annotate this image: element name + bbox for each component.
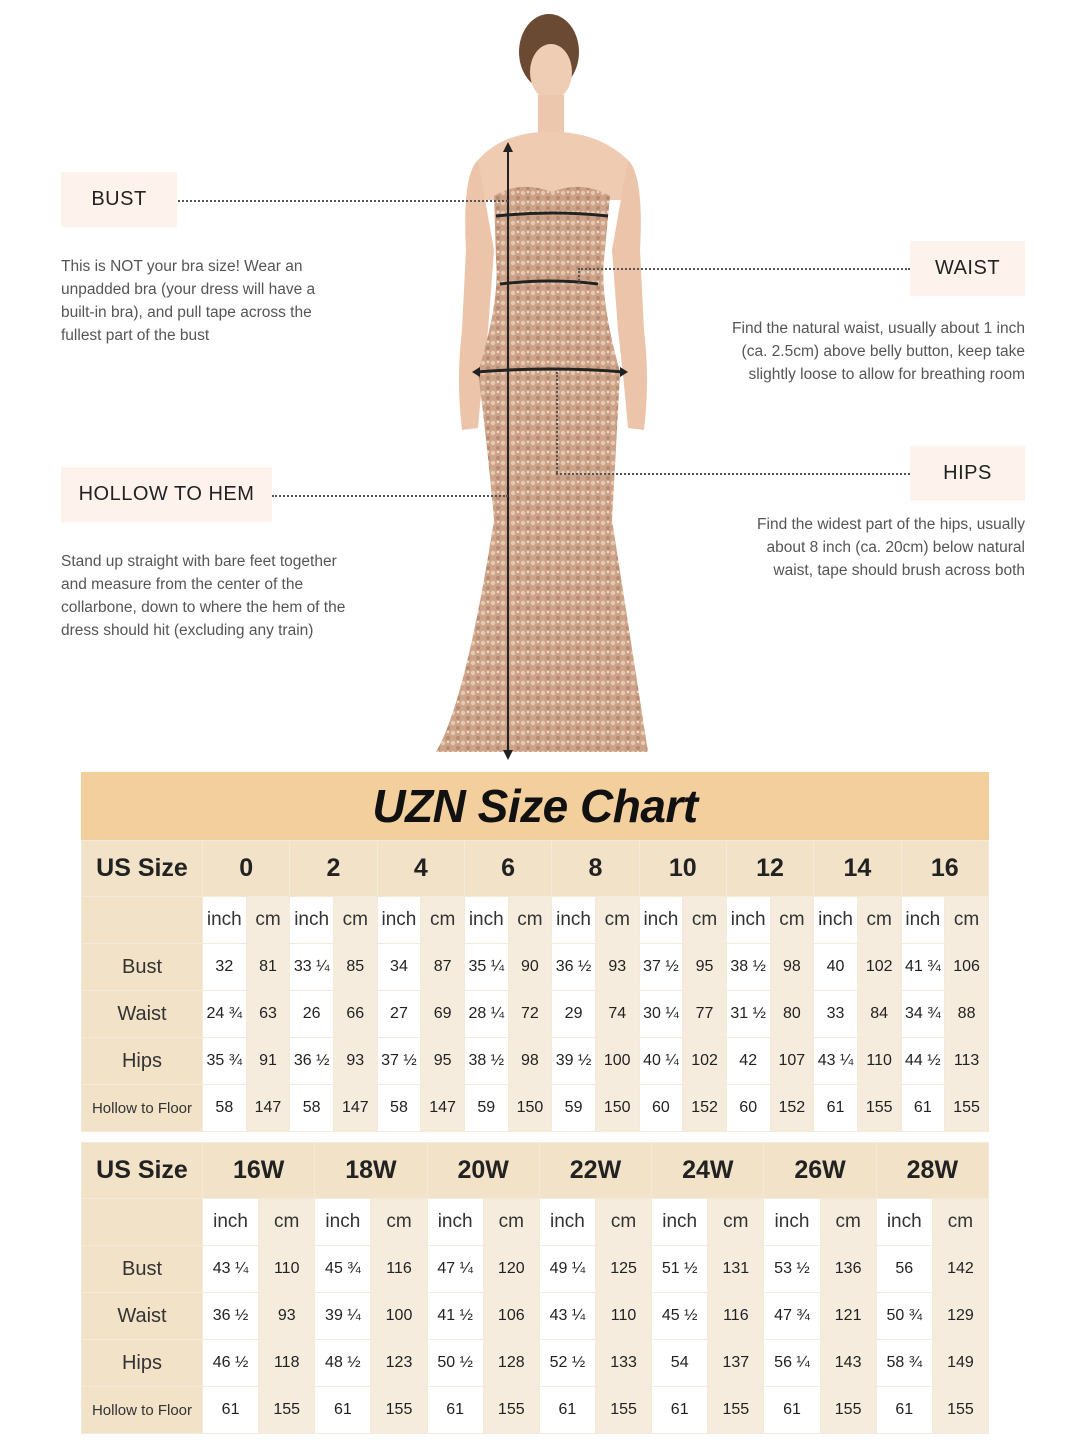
bust-description — [61, 255, 381, 347]
value-cell: 43 ¼ — [814, 1038, 858, 1085]
value-cell: 100 — [371, 1293, 427, 1340]
value-cell: 136 — [820, 1246, 876, 1293]
value-cell: 60 — [726, 1085, 770, 1132]
value-cell: 54 — [652, 1340, 708, 1387]
value-cell: 60 — [639, 1085, 683, 1132]
value-cell: 77 — [683, 991, 727, 1038]
value-cell: 116 — [708, 1293, 764, 1340]
value-cell: 58 ¾ — [876, 1340, 932, 1387]
table-row — [82, 1387, 989, 1434]
unit-inch-cell: inch — [814, 897, 858, 944]
value-cell: 36 ½ — [552, 944, 596, 991]
table-row — [82, 991, 989, 1038]
size-header-cell: 0 — [203, 841, 290, 897]
unit-cm-cell: cm — [421, 897, 465, 944]
value-cell: 106 — [483, 1293, 539, 1340]
value-cell: 147 — [246, 1085, 290, 1132]
waist-description-line: Find the natural waist, usually about 1 inch — [732, 320, 1025, 337]
hollow-description-line: dress should hit (excluding any train) — [61, 622, 314, 639]
value-cell: 33 ¼ — [290, 944, 334, 991]
hips-label: HIPS — [910, 446, 1025, 501]
size-header-cell: 12 — [726, 841, 813, 897]
value-cell: 74 — [595, 991, 639, 1038]
size-chart — [81, 772, 989, 1132]
table-row — [82, 1038, 989, 1085]
unit-row — [82, 897, 989, 944]
value-cell: 59 — [552, 1085, 596, 1132]
value-cell: 155 — [708, 1387, 764, 1434]
size-header-cell: 16 — [901, 841, 989, 897]
value-cell: 44 ½ — [901, 1038, 945, 1085]
value-cell: 52 ½ — [539, 1340, 595, 1387]
waist-description-line: (ca. 2.5cm) above belly button, keep take — [741, 343, 1025, 360]
value-cell: 29 — [552, 991, 596, 1038]
value-cell: 91 — [246, 1038, 290, 1085]
value-cell: 93 — [259, 1293, 315, 1340]
value-cell: 143 — [820, 1340, 876, 1387]
hips-description-line: Find the widest part of the hips, usually — [757, 516, 1025, 533]
model-figure-illustration — [420, 0, 680, 768]
value-cell: 30 ¼ — [639, 991, 683, 1038]
unit-row — [82, 1199, 989, 1246]
bust-description-line: unpadded bra (your dress will have a — [61, 281, 316, 298]
value-cell: 61 — [876, 1387, 932, 1434]
value-cell: 131 — [708, 1246, 764, 1293]
hollow-description-line: collarbone, down to where the hem of the — [61, 599, 346, 616]
value-cell: 155 — [371, 1387, 427, 1434]
unit-cm-cell: cm — [857, 897, 901, 944]
value-cell: 24 ¾ — [203, 991, 247, 1038]
size-header-cell: 28W — [876, 1143, 988, 1199]
unit-cm-cell: cm — [820, 1199, 876, 1246]
value-cell: 93 — [595, 944, 639, 991]
unit-cm-cell: cm — [483, 1199, 539, 1246]
unit-inch-cell: inch — [552, 897, 596, 944]
value-cell: 95 — [421, 1038, 465, 1085]
hips-description-line: about 8 inch (ca. 20cm) below natural — [766, 539, 1025, 556]
table-row — [82, 1293, 989, 1340]
value-cell: 35 ¾ — [203, 1038, 247, 1085]
value-cell: 36 ½ — [203, 1293, 259, 1340]
size-header-row — [82, 841, 989, 897]
value-cell: 100 — [595, 1038, 639, 1085]
row-label: Waist — [82, 991, 203, 1038]
waist-connector — [578, 268, 910, 270]
value-cell: 155 — [259, 1387, 315, 1434]
value-cell: 35 ¼ — [464, 944, 508, 991]
value-cell: 43 ¼ — [539, 1293, 595, 1340]
unit-cm-cell: cm — [371, 1199, 427, 1246]
unit-inch-cell: inch — [652, 1199, 708, 1246]
value-cell: 49 ¼ — [539, 1246, 595, 1293]
value-cell: 61 — [814, 1085, 858, 1132]
size-header-cell: 14 — [814, 841, 901, 897]
waist-connector-vertical — [578, 268, 580, 284]
value-cell: 28 ¼ — [464, 991, 508, 1038]
unit-row-label — [82, 1199, 203, 1246]
value-cell: 72 — [508, 991, 552, 1038]
value-cell: 123 — [371, 1340, 427, 1387]
value-cell: 155 — [483, 1387, 539, 1434]
unit-cm-cell: cm — [932, 1199, 988, 1246]
value-cell: 110 — [857, 1038, 901, 1085]
row-label: Hips — [82, 1038, 203, 1085]
unit-cm-cell: cm — [683, 897, 727, 944]
unit-row-label — [82, 897, 203, 944]
value-cell: 58 — [290, 1085, 334, 1132]
value-cell: 98 — [770, 944, 814, 991]
value-cell: 150 — [508, 1085, 552, 1132]
bust-description-line: This is NOT your bra size! Wear an — [61, 258, 303, 275]
unit-inch-cell: inch — [539, 1199, 595, 1246]
size-header-cell: 8 — [552, 841, 639, 897]
value-cell: 84 — [857, 991, 901, 1038]
waist-label: WAIST — [910, 241, 1025, 296]
value-cell: 85 — [333, 944, 377, 991]
unit-inch-cell: inch — [639, 897, 683, 944]
value-cell: 26 — [290, 991, 334, 1038]
hips-connector-vertical — [556, 372, 558, 473]
value-cell: 39 ¼ — [315, 1293, 371, 1340]
table-row — [82, 944, 989, 991]
value-cell: 32 — [203, 944, 247, 991]
row-label: Waist — [82, 1293, 203, 1340]
value-cell: 61 — [203, 1387, 259, 1434]
unit-cm-cell: cm — [945, 897, 989, 944]
hips-description — [700, 513, 1025, 582]
value-cell: 61 — [315, 1387, 371, 1434]
chart-title: UZN Size Chart — [81, 772, 989, 840]
hips-description-line: waist, tape should brush across both — [773, 562, 1025, 579]
value-cell: 147 — [333, 1085, 377, 1132]
value-cell: 81 — [246, 944, 290, 991]
value-cell: 33 — [814, 991, 858, 1038]
size-header-cell: 24W — [652, 1143, 764, 1199]
unit-cm-cell: cm — [508, 897, 552, 944]
value-cell: 56 — [876, 1246, 932, 1293]
value-cell: 87 — [421, 944, 465, 991]
value-cell: 155 — [857, 1085, 901, 1132]
us-size-header: US Size — [82, 841, 203, 897]
value-cell: 149 — [932, 1340, 988, 1387]
value-cell: 155 — [945, 1085, 989, 1132]
unit-inch-cell: inch — [427, 1199, 483, 1246]
value-cell: 27 — [377, 991, 421, 1038]
value-cell: 41 ¾ — [901, 944, 945, 991]
value-cell: 56 ¼ — [764, 1340, 820, 1387]
unit-cm-cell: cm — [246, 897, 290, 944]
size-header-cell: 26W — [764, 1143, 876, 1199]
value-cell: 155 — [595, 1387, 651, 1434]
value-cell: 116 — [371, 1246, 427, 1293]
size-header-cell: 2 — [290, 841, 377, 897]
unit-inch-cell: inch — [901, 897, 945, 944]
hollow-description-line: Stand up straight with bare feet together — [61, 553, 337, 570]
value-cell: 98 — [508, 1038, 552, 1085]
value-cell: 80 — [770, 991, 814, 1038]
size-header-cell: 22W — [539, 1143, 651, 1199]
unit-cm-cell: cm — [595, 897, 639, 944]
value-cell: 95 — [683, 944, 727, 991]
value-cell: 125 — [595, 1246, 651, 1293]
hips-connector — [556, 473, 910, 475]
value-cell: 152 — [683, 1085, 727, 1132]
table-row — [82, 1246, 989, 1293]
row-label: Hollow to Floor — [82, 1387, 203, 1434]
unit-inch-cell: inch — [290, 897, 334, 944]
size-header-row — [82, 1143, 989, 1199]
value-cell: 53 ½ — [764, 1246, 820, 1293]
value-cell: 37 ½ — [639, 944, 683, 991]
value-cell: 113 — [945, 1038, 989, 1085]
unit-inch-cell: inch — [876, 1199, 932, 1246]
value-cell: 142 — [932, 1246, 988, 1293]
row-label: Bust — [82, 1246, 203, 1293]
value-cell: 43 ¼ — [203, 1246, 259, 1293]
value-cell: 63 — [246, 991, 290, 1038]
value-cell: 102 — [857, 944, 901, 991]
size-header-cell: 4 — [377, 841, 464, 897]
size-header-cell: 20W — [427, 1143, 539, 1199]
unit-inch-cell: inch — [203, 897, 247, 944]
bust-description-line: fullest part of the bust — [61, 327, 210, 344]
hollow-to-hem-label: HOLLOW TO HEM — [61, 467, 272, 522]
value-cell: 45 ¾ — [315, 1246, 371, 1293]
row-label: Hips — [82, 1340, 203, 1387]
size-header-cell: 16W — [203, 1143, 315, 1199]
value-cell: 69 — [421, 991, 465, 1038]
value-cell: 50 ¾ — [876, 1293, 932, 1340]
unit-inch-cell: inch — [377, 897, 421, 944]
row-label: Bust — [82, 944, 203, 991]
unit-cm-cell: cm — [708, 1199, 764, 1246]
value-cell: 88 — [945, 991, 989, 1038]
unit-inch-cell: inch — [315, 1199, 371, 1246]
value-cell: 155 — [820, 1387, 876, 1434]
bust-description-line: built-in bra), and pull tape across the — [61, 304, 312, 321]
value-cell: 120 — [483, 1246, 539, 1293]
value-cell: 47 ¾ — [764, 1293, 820, 1340]
value-cell: 106 — [945, 944, 989, 991]
value-cell: 110 — [595, 1293, 651, 1340]
unit-cm-cell: cm — [595, 1199, 651, 1246]
value-cell: 36 ½ — [290, 1038, 334, 1085]
value-cell: 46 ½ — [203, 1340, 259, 1387]
value-cell: 40 ¼ — [639, 1038, 683, 1085]
waist-description — [680, 317, 1025, 386]
value-cell: 38 ½ — [726, 944, 770, 991]
unit-inch-cell: inch — [203, 1199, 259, 1246]
value-cell: 61 — [764, 1387, 820, 1434]
value-cell: 90 — [508, 944, 552, 991]
value-cell: 155 — [932, 1387, 988, 1434]
value-cell: 61 — [427, 1387, 483, 1434]
value-cell: 41 ½ — [427, 1293, 483, 1340]
value-cell: 58 — [377, 1085, 421, 1132]
value-cell: 93 — [333, 1038, 377, 1085]
value-cell: 31 ½ — [726, 991, 770, 1038]
value-cell: 51 ½ — [652, 1246, 708, 1293]
value-cell: 38 ½ — [464, 1038, 508, 1085]
size-table-plus — [81, 1142, 989, 1434]
size-header-cell: 6 — [464, 841, 551, 897]
value-cell: 129 — [932, 1293, 988, 1340]
value-cell: 152 — [770, 1085, 814, 1132]
value-cell: 39 ½ — [552, 1038, 596, 1085]
value-cell: 118 — [259, 1340, 315, 1387]
bust-label: BUST — [61, 172, 177, 227]
size-header-cell: 18W — [315, 1143, 427, 1199]
value-cell: 58 — [203, 1085, 247, 1132]
size-chart-plus — [81, 1142, 989, 1434]
value-cell: 50 ½ — [427, 1340, 483, 1387]
value-cell: 47 ¼ — [427, 1246, 483, 1293]
value-cell: 48 ½ — [315, 1340, 371, 1387]
hollow-connector — [272, 495, 508, 497]
size-header-cell: 10 — [639, 841, 726, 897]
unit-inch-cell: inch — [464, 897, 508, 944]
value-cell: 37 ½ — [377, 1038, 421, 1085]
value-cell: 66 — [333, 991, 377, 1038]
value-cell: 61 — [539, 1387, 595, 1434]
table-row — [82, 1085, 989, 1132]
unit-cm-cell: cm — [770, 897, 814, 944]
unit-cm-cell: cm — [333, 897, 377, 944]
value-cell: 59 — [464, 1085, 508, 1132]
unit-inch-cell: inch — [764, 1199, 820, 1246]
hollow-description-line: and measure from the center of the — [61, 576, 304, 593]
unit-inch-cell: inch — [726, 897, 770, 944]
value-cell: 34 ¾ — [901, 991, 945, 1038]
bust-connector — [178, 200, 508, 202]
row-label: Hollow to Floor — [82, 1085, 203, 1132]
hollow-to-hem-description — [61, 550, 391, 642]
value-cell: 61 — [901, 1085, 945, 1132]
value-cell: 137 — [708, 1340, 764, 1387]
unit-cm-cell: cm — [259, 1199, 315, 1246]
value-cell: 110 — [259, 1246, 315, 1293]
value-cell: 150 — [595, 1085, 639, 1132]
value-cell: 121 — [820, 1293, 876, 1340]
value-cell: 42 — [726, 1038, 770, 1085]
value-cell: 147 — [421, 1085, 465, 1132]
value-cell: 133 — [595, 1340, 651, 1387]
value-cell: 107 — [770, 1038, 814, 1085]
value-cell: 40 — [814, 944, 858, 991]
value-cell: 61 — [652, 1387, 708, 1434]
waist-description-line: slightly loose to allow for breathing room — [748, 366, 1025, 383]
size-table-standard — [81, 840, 989, 1132]
table-row — [82, 1340, 989, 1387]
value-cell: 128 — [483, 1340, 539, 1387]
value-cell: 102 — [683, 1038, 727, 1085]
value-cell: 34 — [377, 944, 421, 991]
value-cell: 45 ½ — [652, 1293, 708, 1340]
us-size-header: US Size — [82, 1143, 203, 1199]
